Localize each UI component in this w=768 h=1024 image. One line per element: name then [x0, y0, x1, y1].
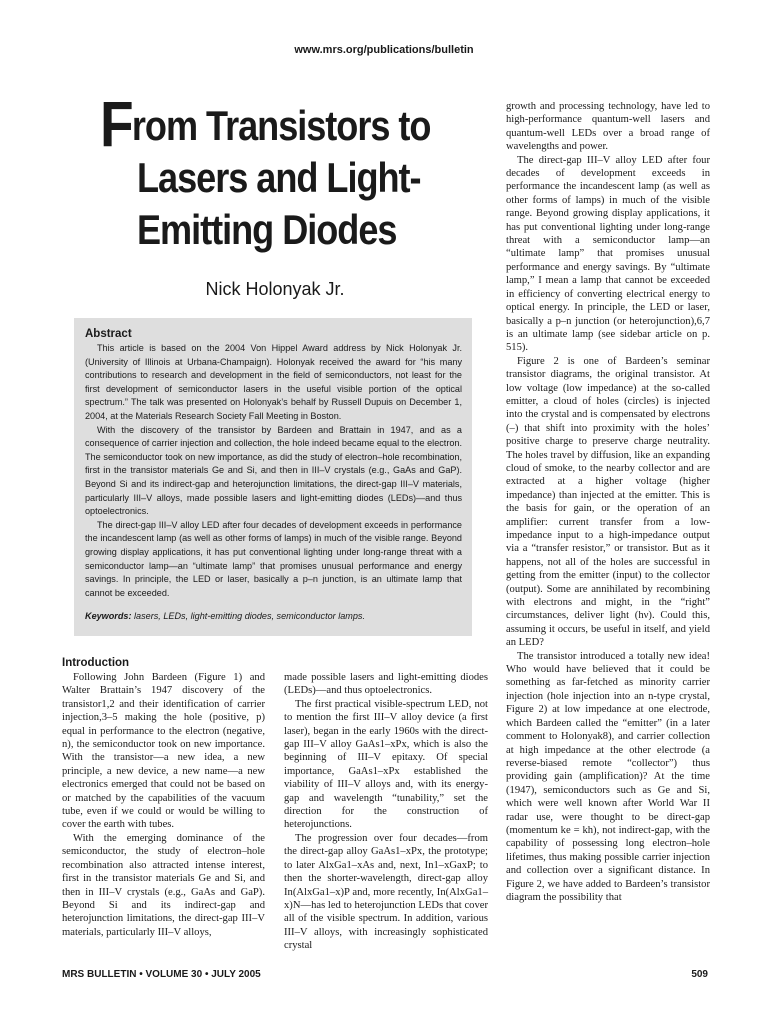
author-name: Nick Holonyak Jr. — [205, 279, 345, 299]
keywords — [85, 610, 462, 624]
abstract-heading: Abstract — [85, 328, 132, 340]
title-line-2: Lasers and Light- — [137, 154, 421, 201]
title-line-3: Emitting Diodes — [137, 206, 397, 253]
body-paragraph: Following John Bardeen (Figure 1) and Walter Brattain’s 1947 discovery of the transistor1,2 and their identification of carrier injection,3–5 making the hole (positive, p) equal in performance to the electron (negative, n), the semiconductor took on new importance. With the transistor—a new idea, a new principle, a new device, a new name—a new electronics emerged that could not be based on or matched by the capabilities of the vacuum tube, even if we could or would be willing to cover the earth with tubes. — [62, 672, 265, 831]
body-paragraph: Figure 2 is one of Bardeen’s seminar transistor diagrams, the original transistor. At low voltage (low impedance) at the so-called emitter, a cloud of holes (circles) is injected into the crystal and is compensated by electrons (–) that shift into proximity with the holes’ positive charge to preserve charge neutrality. The holes travel by diffusion, like an expanding cloud of smoke, to the nearby collector and are extracted at a higher voltage (higher impedance) than injected at the emitter. This is the basis for gain, or the operation of an amplifier: current transfer from a low-impedance input to a high-impedance output via a “transfer resistor,” or transistor. But as it happens, not all of the holes are successful in getting from the emitter (input) to the collector (output). Some are annihilated by recombining with electrons and might, in the “right” circumstances, deliver light (hν). Could this, assuming it occurs, be useful in itself, and yield an LED? — [506, 355, 710, 649]
article-title — [100, 88, 480, 256]
footer-journal-info: MRS BULLETIN • VOLUME 30 • JULY 2005 — [62, 969, 261, 980]
body-paragraph: The first practical visible-spectrum LED, not to mention the first III–V alloy device (a first laser), began in the early 1960s with the direct-gap III–V alloy GaAs1–xPx, which is also the beginning of III–V epitaxy. Of special importance, GaAs1–xPx established the viability of III–V alloys and, with its energy-gap and wavelength “tunability,” set the direction for the construction of heterojunctions. — [284, 698, 488, 831]
keywords-label: Keywords: — [85, 611, 132, 622]
abstract-box — [74, 318, 472, 636]
body-paragraph: The direct-gap III–V alloy LED after four decades of development exceeds in performance the incandescent lamp (as well as other forms of lamps) in much of the visible range. Beyond growing display applications, it has put conventional lighting under long-range threat with a semiconductor lamp—an “ultimate lamp” that promises unusual performance and energy savings. By “ultimate lamp,” I mean a lamp that cannot be exceeded in efficiency of converting electrical energy to optical energy. In principle, the LED or laser, basically a p–n junction (or heterojunction),6,7 is an ultimate lamp (see sidebar article on p. 515). — [506, 154, 710, 354]
abstract-paragraph-2: With the discovery of the transistor by Bardeen and Brattain in 1947, and as a consequence of carrier injection and collection, the hole indeed became equal to the electron. The semiconductor took on new importance, as did the study of electron–hole recombination, first in the transistor materials Ge and Si, and then in III–V crystals (e.g., GaAs and GaP). Beyond Si and its indirect-gap and heterojunction limitations, the direct-gap III–V materials, particularly III–V alloys, made possible lasers and light-emitting diodes (LEDs)—and thus optoelectronics. — [85, 424, 462, 517]
title-line-1-text: rom Transistors to — [131, 102, 431, 149]
title-line-1 — [100, 88, 431, 160]
body-column-3 — [506, 100, 710, 904]
body-column-1 — [62, 656, 265, 939]
body-paragraph: The transistor introduced a totally new idea! Who would have believed that it could be something as far-fetched as minority carrier injection (hole injection into an n-type crystal, Figure 2) at low impedance at one electrode, which Bardeen called the “emitter” (in a later comment to Holonyak8), and carrier collection at high impedance at the other electrode (a reverse-biased remote “collector”) thus providing gain (amplification)? At the time (1947), semiconductors such as Ge and Si, which were well known after World War II radar use, were thought to be direct-gap (momentum ke = kh), not indirect-gap, with the capability of possessing long electron–hole lifetimes, thus making possible carrier injection and collection over a significant distance. In Figure 2, we have added to Bardeen’s transistor diagram the possibility that — [506, 650, 710, 903]
body-column-2 — [284, 671, 488, 953]
section-heading-introduction: Introduction — [62, 657, 130, 669]
abstract-paragraph-1: This article is based on the 2004 Von Hippel Award address by Nick Holonyak Jr. (University of Illinois at Urbana-Champaign). Holonyak received the award for “his many contributions to research and development in the field of semiconductors, not least for the first development of semiconductor lasers in the useful visible portion of the optical spectrum.” The talk was presented on Holonyak’s behalf by Russell Dupuis on December 1, 2004, at the Materials Research Society Fall Meeting in Boston. — [85, 343, 462, 421]
body-paragraph: made possible lasers and light-emitting diodes (LEDs)—and thus optoelectronics. — [284, 672, 488, 697]
abstract-paragraph-3: The direct-gap III–V alloy LED after four decades of development exceeds in performance the incandescent lamp (as well as other forms of lamps) in much of the visible range. Beyond growing display applications, it has put conventional lighting under long-range threat with a semiconductor lamp—an “ultimate lamp” that promises unusual performance and energy savings. In principle, the LED or laser, basically a p–n junction, is an ultimate lamp that cannot be exceeded. — [85, 519, 462, 598]
title-drop-cap: F — [100, 88, 134, 160]
journal-url[interactable]: www.mrs.org/publications/bulletin — [294, 44, 474, 56]
page-number: 509 — [691, 969, 708, 980]
body-paragraph: growth and processing technology, have led to high-performance quantum-well lasers and quantum-well LEDs over a broad range of wavelengths and power. — [506, 101, 710, 153]
keywords-list: lasers, LEDs, light-emitting diodes, semiconductor lamps. — [134, 611, 366, 622]
body-paragraph: With the emerging dominance of the semiconductor, the study of electron–hole recombination also attracted intense interest, first in the transistor materials Ge and Si, and then in III–V crystals (e.g., GaAs and GaP). Beyond Si and its indirect-gap and heterojunction limitations, the direct-gap III–V materials, particularly III–V alloys, — [62, 832, 265, 938]
body-paragraph: The progression over four decades—from the direct-gap alloy GaAs1–xPx, the prototype; to later AlxGa1–xAs and, next, In1–xGaxP; to then the shorter-wavelength, direct-gap alloy In(AlxGa1–x)P and, more recently, In(AlxGa1–x)N—has led to heterojunction LEDs that cover all of the visible spectrum. In addition, various III–V alloys, with increasingly sophisticated crystal — [284, 832, 488, 952]
